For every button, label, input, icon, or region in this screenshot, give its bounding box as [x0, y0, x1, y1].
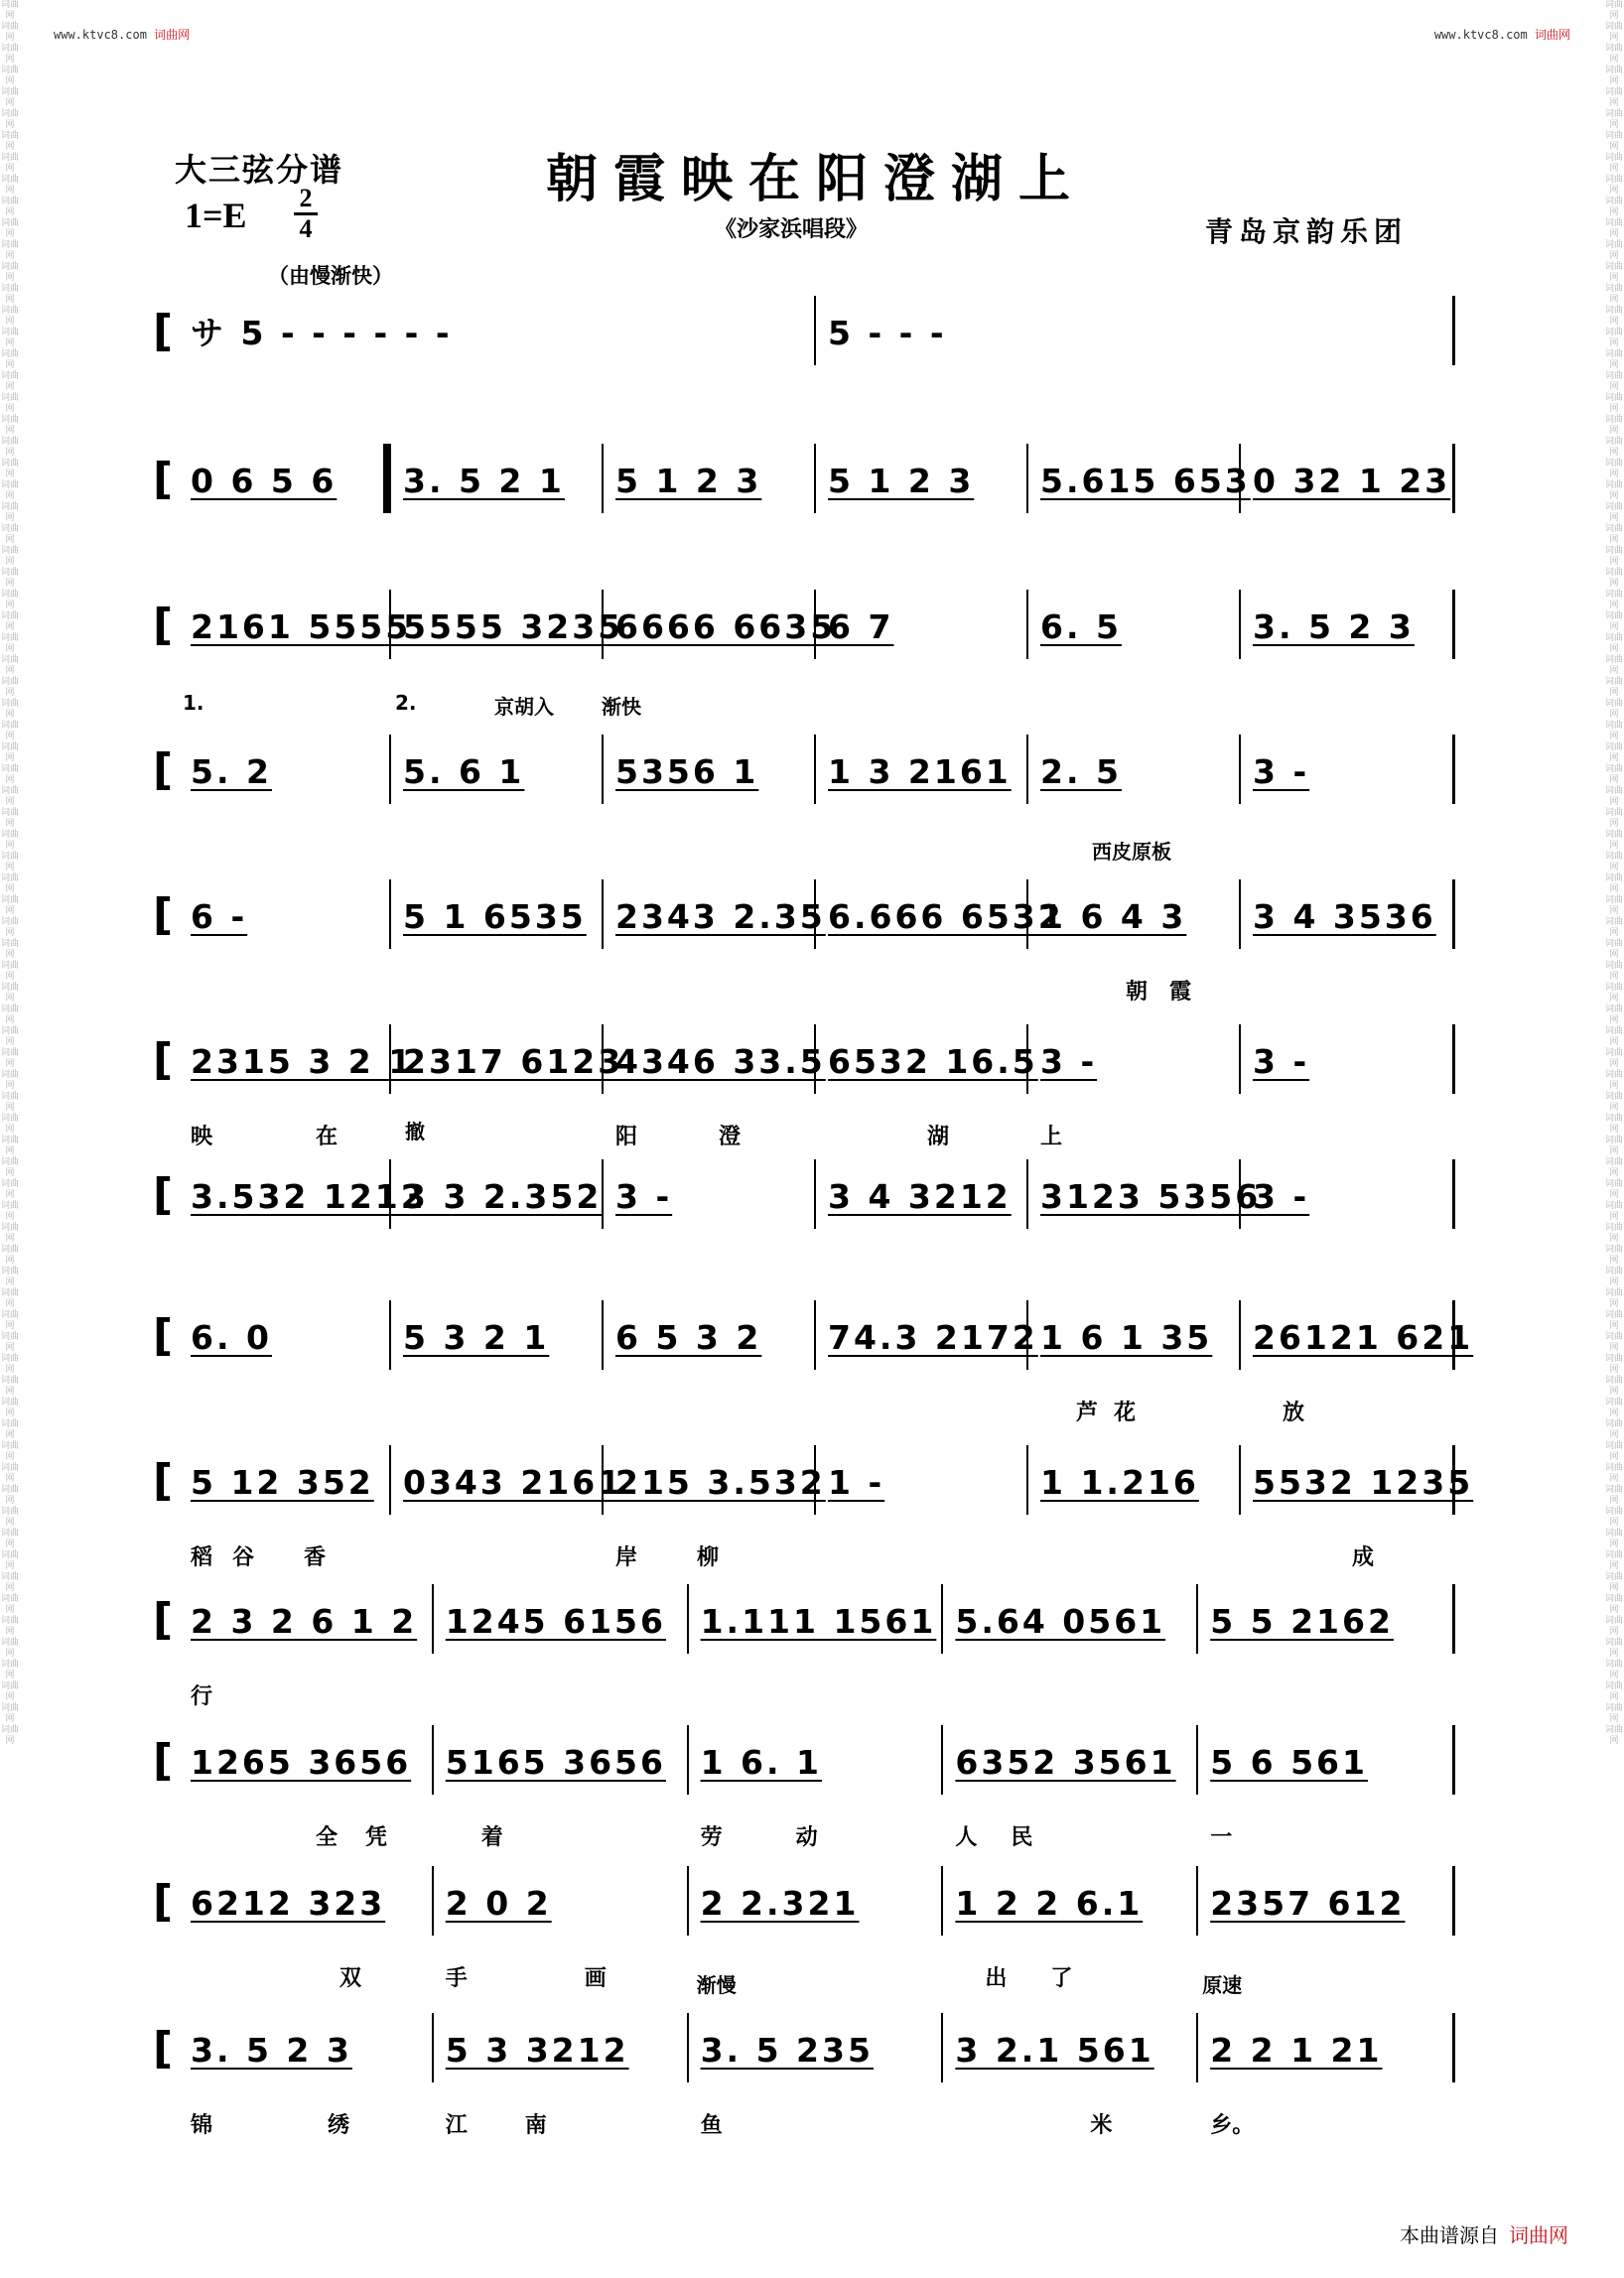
- footer-site: 词曲网: [1509, 2223, 1568, 2247]
- measure-notes: 5.615 653: [1040, 462, 1251, 500]
- measure-notes: 4346 33.5: [615, 1042, 826, 1081]
- measure-notes: 0 6 5 6: [191, 462, 338, 500]
- lyric-syllable: 霞: [1169, 980, 1192, 1005]
- measure-row: [179, 840, 1451, 1005]
- score-system: [149, 1120, 1455, 1229]
- measure-notes: 2 2.321: [700, 1884, 860, 1923]
- header-link-right[interactable]: [1434, 26, 1570, 43]
- measure: [1241, 1300, 1474, 1425]
- measure-notes: 2343 2.35: [615, 897, 826, 936]
- system-end-barline: [1452, 1725, 1455, 1795]
- system-end-barline: [1452, 590, 1455, 659]
- system-end-barline: [1452, 1024, 1455, 1094]
- measure-notes: 6. 0: [191, 1318, 272, 1357]
- measure: [179, 1300, 391, 1370]
- measure: [1028, 840, 1241, 1005]
- measure-notes: 5 5 2162: [1210, 1602, 1394, 1641]
- measure: [1241, 1024, 1451, 1094]
- measure-notes: 3. 5 2 3: [1253, 607, 1415, 646]
- measure-notes: 3. 5 2 3: [191, 2031, 352, 2070]
- measure-notes: 6212 323: [191, 1884, 386, 1923]
- lyric-syllable: 行: [191, 1684, 213, 1709]
- score-system: [149, 1584, 1455, 1709]
- measure: [816, 735, 1028, 804]
- measure: [604, 444, 816, 513]
- lyric-syllable: 画: [584, 1966, 607, 1991]
- performance-marking: 1.: [183, 691, 204, 715]
- lyric-syllable: 鱼: [700, 2113, 723, 2138]
- measure: [391, 1024, 624, 1094]
- lyric-syllable: 香: [304, 1545, 327, 1570]
- system-end-barline: [1452, 1159, 1455, 1229]
- measure: [179, 590, 412, 659]
- source-footer[interactable]: [1400, 2219, 1568, 2248]
- score-system: [149, 1725, 1455, 1850]
- measure: [604, 1159, 816, 1229]
- measure-row: [179, 444, 1451, 513]
- system-end-barline: [1452, 879, 1455, 949]
- measure: [391, 691, 604, 804]
- footer-source-label: 本曲谱源自: [1400, 2223, 1499, 2247]
- measure: [1198, 1973, 1451, 2138]
- measure: [179, 1024, 415, 1149]
- measure-notes: 6 5 3 2: [615, 1318, 762, 1357]
- measure-notes: 5555 3235: [403, 607, 624, 646]
- measure: [604, 879, 826, 949]
- measure: [689, 1725, 944, 1850]
- system-bracket: [: [153, 889, 174, 940]
- measure-notes: 3. 5 2 1: [403, 462, 565, 500]
- score-kind: 大三弦分谱: [175, 151, 344, 189]
- lyric-syllable: 稻: [191, 1545, 213, 1570]
- measure-notes: 5 1 2 3: [615, 462, 762, 500]
- watermark-strip-right: 词曲网 词曲网 词曲网 词曲网 词曲网 词曲网 词曲网 词曲网 词曲网 词曲网 词曲网 词曲网 词曲网 词曲网 词曲网 词曲网 词曲网 词曲网 词曲网 词曲网 词曲网 词曲网 词曲网 词曲网 词曲网 词曲网 词曲网 词曲网 词曲网 词曲网 词曲网 词曲网 词曲网 词曲网 词曲网 词曲网 词曲网 词曲网 词曲网 词曲网 词曲网 词曲网 词曲网 词曲网 词曲网 词曲网 词曲网 词曲网 词曲网 词曲网 词曲网 词曲网 词曲网 词曲网 词曲网 词曲网 词曲网 词曲网 词曲网 词曲网 词曲网 词曲网 词曲网 词曲网 词曲网 词曲网 词曲网 词曲网 词曲网 词曲网 词曲网 词曲网 词曲网 词曲网 词曲网 词曲网 词曲网 词曲网 词曲网 词曲网: [1604, 0, 1623, 1746]
- measure-notes: 5. 6 1: [403, 752, 525, 791]
- lyric-syllable: 芦: [1076, 1401, 1099, 1425]
- measure-notes: 3. 5 235: [700, 2031, 874, 2070]
- lyric-syllable: 手: [445, 1966, 468, 1991]
- measure: [1241, 879, 1451, 949]
- system-bracket: [: [153, 454, 174, 504]
- score-system: [149, 1973, 1455, 2138]
- lyric-syllable: 动: [795, 1825, 818, 1850]
- performance-marking: 撤: [405, 1120, 425, 1143]
- score-system: [149, 1445, 1474, 1570]
- measure-notes: 1 2 2 6.1: [955, 1884, 1144, 1923]
- tempo-marking-intro: （由慢渐快）: [268, 264, 393, 288]
- measure-notes: 3 3 2.352: [403, 1177, 603, 1216]
- lyric-syllable: 湖: [927, 1125, 950, 1149]
- measure-notes: 3 4 3212: [828, 1177, 1012, 1216]
- measure: [434, 1584, 689, 1654]
- header-url-left: www.ktvc8.com: [54, 28, 147, 42]
- system-bracket: [: [153, 2023, 174, 2074]
- measure: [1028, 444, 1251, 513]
- measure: [391, 444, 604, 513]
- measure: [391, 879, 604, 949]
- measure-notes: 2 0 2: [445, 1884, 552, 1923]
- measure-notes: 6.666 6532: [828, 897, 1064, 936]
- measure-notes: 2357 612: [1210, 1884, 1406, 1923]
- lyric-syllable: 锦: [191, 2113, 213, 2138]
- lyric-syllable: 映: [191, 1125, 213, 1149]
- lyric-syllable: 全: [316, 1825, 338, 1850]
- measure: [602, 695, 816, 804]
- lyric-syllable: 上: [1040, 1125, 1063, 1149]
- score-system: [149, 840, 1455, 1005]
- measure-notes: 5.64 0561: [955, 1602, 1166, 1641]
- lyric-syllable: 柳: [697, 1545, 720, 1570]
- lyric-syllable: 凭: [365, 1825, 388, 1850]
- measure-notes: 5 - - -: [828, 314, 947, 352]
- measure: [943, 1866, 1198, 1991]
- measure-row: [179, 1725, 1451, 1850]
- measure: [1241, 1445, 1474, 1570]
- system-bracket: [: [153, 1876, 174, 1927]
- measure-notes: 6666 6635: [615, 607, 837, 646]
- meter-bottom: 4: [294, 212, 318, 243]
- measure: [943, 1725, 1198, 1850]
- measure: [391, 1120, 604, 1229]
- system-bracket: [: [153, 744, 174, 795]
- measure: [179, 691, 391, 804]
- measure-notes: 3 2.1 561: [955, 2031, 1154, 2070]
- measure: [391, 1300, 604, 1370]
- header-mark-left: 词曲网: [154, 28, 191, 42]
- lyric-syllable: 朝: [1126, 980, 1149, 1005]
- measure-notes: サ 5 - - - - - -: [191, 314, 453, 352]
- measure-notes: 5 1 2 3: [828, 462, 975, 500]
- lyric-syllable: 米: [1090, 2113, 1113, 2138]
- measure-notes: 6532 16.5: [828, 1042, 1038, 1081]
- performance-marking: 2.: [395, 691, 417, 715]
- measure-notes: 5532 1235: [1253, 1463, 1474, 1502]
- measure: [1028, 1445, 1241, 1515]
- lyric-syllable: 乡。: [1210, 2113, 1255, 2138]
- score-title: 朝霞映在阳澄湖上: [546, 149, 1087, 209]
- measure-notes: 3 -: [1040, 1042, 1098, 1081]
- system-end-barline: [1452, 1300, 1455, 1370]
- measure: [1198, 1584, 1451, 1654]
- lyric-syllable: 出: [985, 1966, 1008, 1991]
- performance-marking: 京胡入: [494, 695, 554, 719]
- score-system: [149, 444, 1455, 513]
- measure-notes: 3 -: [1253, 752, 1310, 791]
- key-signature: 1=E: [185, 196, 247, 235]
- measure-row: [179, 296, 1451, 365]
- measure-notes: 1 -: [828, 1463, 885, 1502]
- measure: [604, 590, 837, 659]
- lyric-syllable: 劳: [700, 1825, 723, 1850]
- system-bracket: [: [153, 1310, 174, 1361]
- measure-notes: 2317 6123: [403, 1042, 624, 1081]
- measure: [816, 1445, 1028, 1515]
- measure-notes: 1245 6156: [445, 1602, 666, 1641]
- measure: [179, 1159, 427, 1229]
- measure: [689, 1866, 944, 1936]
- measure: [816, 1300, 1038, 1370]
- system-bracket: [: [153, 306, 174, 356]
- measure: [689, 1584, 944, 1654]
- system-end-barline: [1452, 296, 1455, 365]
- measure-notes: 1 1.216: [1040, 1463, 1199, 1502]
- lyric-syllable: 民: [1011, 1825, 1033, 1850]
- watermark-strip-left: 词曲网 词曲网 词曲网 词曲网 词曲网 词曲网 词曲网 词曲网 词曲网 词曲网 词曲网 词曲网 词曲网 词曲网 词曲网 词曲网 词曲网 词曲网 词曲网 词曲网 词曲网 词曲网 词曲网 词曲网 词曲网 词曲网 词曲网 词曲网 词曲网 词曲网 词曲网 词曲网 词曲网 词曲网 词曲网 词曲网 词曲网 词曲网 词曲网 词曲网 词曲网 词曲网 词曲网 词曲网 词曲网 词曲网 词曲网 词曲网 词曲网 词曲网 词曲网 词曲网 词曲网 词曲网 词曲网 词曲网 词曲网 词曲网 词曲网 词曲网 词曲网 词曲网 词曲网 词曲网 词曲网 词曲网 词曲网 词曲网 词曲网 词曲网 词曲网 词曲网 词曲网 词曲网 词曲网 词曲网 词曲网 词曲网 词曲网 词曲网: [0, 0, 19, 1746]
- lyric-syllable: 谷: [232, 1545, 255, 1570]
- measure-notes: 74.3 2172: [828, 1318, 1038, 1357]
- measure-notes: 5 3 2 1: [403, 1318, 550, 1357]
- measure-notes: 1.111 1561: [700, 1602, 937, 1641]
- measure-notes: 26121 621: [1253, 1318, 1474, 1357]
- measure-notes: 6 7: [828, 607, 894, 646]
- measure: [604, 1024, 826, 1149]
- lyric-syllable: 南: [524, 2113, 547, 2138]
- measure-notes: 3.532 1212: [191, 1177, 427, 1216]
- performance-marking: 西皮原板: [1092, 840, 1171, 864]
- measure: [391, 1445, 624, 1515]
- troupe-name: 青岛京韵乐团: [1205, 215, 1409, 248]
- measure-row: [179, 1584, 1451, 1709]
- score-system: [149, 691, 1455, 804]
- measure-notes: 215 3.532: [615, 1463, 826, 1502]
- system-end-barline: [1452, 1866, 1455, 1936]
- measure: [434, 1725, 689, 1850]
- performance-marking: 渐慢: [696, 1973, 737, 1997]
- measure-notes: 5 1 6535: [403, 897, 587, 936]
- measure: [1198, 1866, 1451, 1936]
- measure-notes: 5 3 3212: [445, 2031, 629, 2070]
- measure-row: [179, 1973, 1451, 2138]
- measure-notes: 3123 5356: [1040, 1177, 1262, 1216]
- measure: [1028, 735, 1241, 804]
- measure-notes: 3 -: [615, 1177, 673, 1216]
- measure-notes: 1 6. 1: [700, 1743, 822, 1782]
- lyric-syllable: 了: [1050, 1966, 1073, 1991]
- measure-notes: 2 2 1 21: [1210, 2031, 1383, 2070]
- measure: [1028, 1159, 1262, 1229]
- measure: [179, 296, 816, 365]
- measure: [1241, 1159, 1451, 1229]
- measure-row: [179, 1300, 1474, 1425]
- measure-row: [179, 590, 1451, 659]
- measure: [1241, 444, 1451, 513]
- measure: [434, 2013, 689, 2138]
- measure-notes: 3 -: [1253, 1177, 1310, 1216]
- measure-notes: 5356 1: [615, 752, 759, 791]
- measure-notes: 3 4 3536: [1253, 897, 1436, 936]
- lyric-syllable: 着: [480, 1825, 503, 1850]
- measure: [604, 1300, 816, 1370]
- measure: [604, 1445, 826, 1570]
- system-bracket: [: [153, 1735, 174, 1786]
- measure-notes: 1 3 2161: [828, 752, 1012, 791]
- measure: [816, 590, 1028, 659]
- measure: [816, 1024, 1038, 1149]
- measure: [179, 879, 391, 949]
- measure: [816, 879, 1064, 949]
- measure: [1028, 590, 1241, 659]
- measure: [816, 444, 1028, 513]
- system-end-barline: [1452, 735, 1455, 804]
- score-system: [149, 296, 1455, 365]
- measure: [943, 1584, 1198, 1654]
- score-system: [149, 1024, 1455, 1149]
- measure: [1241, 590, 1451, 659]
- measure-notes: 1 6 4 3: [1040, 897, 1187, 936]
- measure-notes: 5165 3656: [445, 1743, 666, 1782]
- measure-notes: 1265 3656: [191, 1743, 412, 1782]
- score-system: [149, 1300, 1474, 1425]
- measure-row: [179, 1120, 1451, 1229]
- lyric-syllable: 绣: [328, 2113, 350, 2138]
- measure: [179, 1445, 391, 1570]
- measure: [434, 1866, 689, 1991]
- lyric-syllable: 江: [445, 2113, 468, 2138]
- header-mark-right: 词曲网: [1534, 28, 1570, 42]
- measure: [1028, 1024, 1241, 1149]
- measure-notes: 0 32 1 23: [1253, 462, 1451, 500]
- measure-notes: 3 -: [1253, 1042, 1310, 1081]
- lyric-syllable: 岸: [615, 1545, 638, 1570]
- measure-notes: 5 12 352: [191, 1463, 374, 1502]
- measure: [179, 1584, 434, 1709]
- measure: [816, 296, 1451, 365]
- performance-marking: 渐快: [602, 695, 641, 719]
- lyric-syllable: 在: [316, 1125, 338, 1149]
- measure: [391, 590, 624, 659]
- lyric-syllable: 放: [1283, 1401, 1305, 1425]
- system-end-barline: [1452, 1584, 1455, 1654]
- measure-row: [179, 691, 1451, 804]
- meter-top: 2: [299, 184, 313, 212]
- measure-notes: 2161 5555: [191, 607, 412, 646]
- system-bracket: [: [153, 1594, 174, 1645]
- system-bracket: [: [153, 1169, 174, 1220]
- system-bracket: [: [153, 1034, 174, 1085]
- measure: [179, 2013, 434, 2138]
- header-link-left[interactable]: [54, 26, 190, 43]
- time-signature: [294, 185, 318, 243]
- measure-row: [179, 1445, 1474, 1570]
- lyric-syllable: 一: [1210, 1825, 1233, 1850]
- measure-notes: 2 3 2 6 1 2: [191, 1602, 418, 1641]
- measure-notes: 5 6 561: [1210, 1743, 1368, 1782]
- measure: [1198, 1725, 1451, 1850]
- system-end-barline: [1452, 1445, 1455, 1515]
- measure-notes: 6 -: [191, 897, 248, 936]
- lyric-syllable: 人: [955, 1825, 978, 1850]
- system-end-barline: [1452, 2013, 1455, 2082]
- measure: [689, 1973, 944, 2138]
- measure-notes: 1 6 1 35: [1040, 1318, 1213, 1357]
- measure-notes: 0343 2161: [403, 1463, 624, 1502]
- performance-marking: 原速: [1202, 1973, 1243, 1997]
- lyric-syllable: 澄: [719, 1125, 742, 1149]
- system-end-barline: [1452, 444, 1455, 513]
- measure-notes: 2. 5: [1040, 752, 1122, 791]
- lyric-syllable: 花: [1114, 1401, 1137, 1425]
- measure-notes: 2315 3 2 1: [191, 1042, 415, 1081]
- lyric-syllable: 双: [339, 1966, 362, 1991]
- lyric-syllable: 成: [1352, 1545, 1375, 1570]
- measure: [816, 1159, 1028, 1229]
- measure: [1028, 1300, 1241, 1425]
- measure: [1241, 735, 1451, 804]
- measure-row: [179, 1024, 1451, 1149]
- lyric-syllable: 阳: [615, 1125, 638, 1149]
- system-bracket: [: [153, 600, 174, 650]
- measure: [179, 1725, 434, 1850]
- measure: [179, 444, 391, 513]
- measure: [179, 1866, 434, 1991]
- score-subtitle: 《沙家浜唱段》: [715, 216, 869, 242]
- measure-notes: 6352 3561: [955, 1743, 1176, 1782]
- measure: [943, 2013, 1198, 2138]
- system-bracket: [: [153, 1455, 174, 1506]
- header-url-right: www.ktvc8.com: [1433, 28, 1528, 42]
- score-system: [149, 590, 1455, 659]
- measure-notes: 5. 2: [191, 752, 272, 791]
- measure-notes: 6. 5: [1040, 607, 1122, 646]
